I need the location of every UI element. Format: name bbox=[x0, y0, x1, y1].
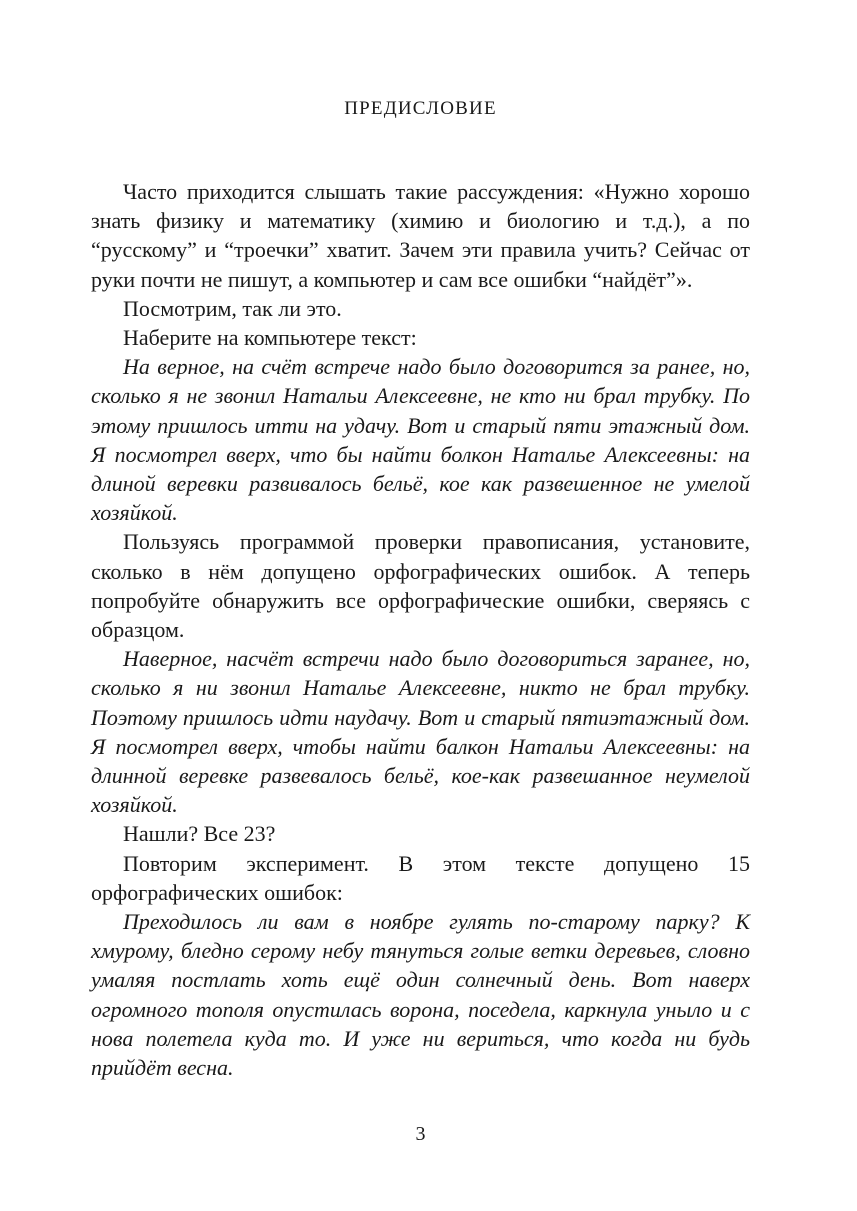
paragraph-lets-see: Посмотрим, так ли это. bbox=[123, 295, 342, 321]
paragraph-second-exercise: Преходилось ли вам в ноябре гулять по-старому парку? К хмурому, бледно серому небу тянуться голые ветки деревьев, словно умаляя постлать хоть ещё один солнечный день. Вот наверх огромного тополя опустилась ворона, поседела, каркнула уныло и с нова полетела куда то. И уже ни вериться, что когда ни будь прийдёт весна. bbox=[91, 909, 750, 1081]
paragraph-intro: Часто приходится слышать такие рассуждения: «Нужно хорошо знать физику и математику (химию и биологию и т.д.), а по “русскому” и “троечки” хватит. Зачем эти правила учить? Сейчас от руки почти не пишут, а компьютер и сам все ошибки “найдёт”». bbox=[91, 179, 750, 292]
paragraph-type-text: Наберите на компьютере текст: bbox=[123, 325, 417, 351]
chapter-heading: ПРЕДИСЛОВИЕ bbox=[344, 98, 497, 119]
body-text bbox=[91, 177, 750, 1082]
paragraph-exercise-with-errors: На верное, на счёт встрече надо было договорится за ранее, но, сколько я не звонил Натальи Алексеевне, не кто ни брал трубку. По этому пришлось итти на удачу. Вот и старый пяти этажный дом. Я посмотрел вверх, что бы найти болкон Наталье Алексеевны: на длиной веревки развивалось бельё, кое как развешенное не умелой хозяйкой. bbox=[91, 354, 750, 526]
paragraph-corrected-sample: Наверное, насчёт встречи надо было договориться заранее, но, сколько я ни звонил Наталье Алексеевне, никто не брал трубку. Поэтому пришлось идти наудачу. Вот и старый пятиэтажный дом. Я посмотрел вверх, чтобы найти балкон Натальи Алексеевны: на длинной веревке развевалось бельё, кое-как развешанное неумелой хозяйкой. bbox=[91, 646, 750, 818]
paragraph-found-all: Нашли? Все 23? bbox=[123, 821, 276, 847]
paragraph-spellcheck-instruction: Пользуясь программой проверки правописания, установите, сколько в нём допущено орфографических ошибок. А теперь попробуйте обнаружить все орфографические ошибки, сверяясь с образцом. bbox=[91, 529, 750, 643]
paragraph-repeat-experiment: Повторим эксперимент. В этом тексте допущено 15 орфографических ошибок: bbox=[91, 850, 750, 905]
book-page bbox=[91, 0, 750, 1211]
page-number: 3 bbox=[415, 1123, 426, 1145]
